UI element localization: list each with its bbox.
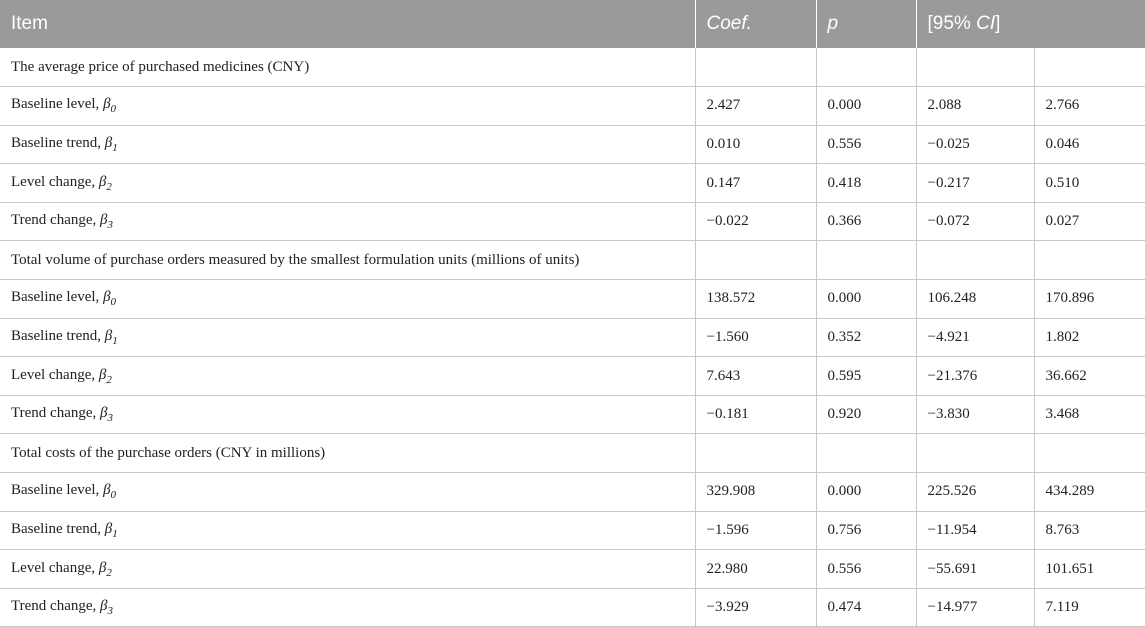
ci-high-cell: 1.802 (1034, 318, 1145, 357)
p-value-cell: 0.920 (816, 395, 916, 434)
ci-high-cell: 2.766 (1034, 87, 1145, 126)
table-row (0, 125, 1145, 164)
section-header-row (0, 48, 1145, 87)
beta-symbol (100, 598, 113, 618)
row-label-text: Baseline level, (11, 482, 104, 499)
beta-symbol (103, 289, 117, 309)
coef-cell: −1.596 (695, 511, 816, 550)
p-value-cell: 0.595 (816, 357, 916, 396)
beta-letter: β (104, 134, 113, 151)
empty-cell (695, 434, 816, 473)
beta-subscript: 0 (110, 103, 117, 116)
empty-cell (1034, 434, 1145, 473)
row-label (0, 357, 695, 396)
p-value-cell: 0.000 (816, 280, 916, 319)
table-row (0, 473, 1145, 512)
ci-high-cell: 170.896 (1034, 280, 1145, 319)
beta-letter: β (98, 366, 107, 383)
beta-letter: β (98, 173, 107, 190)
coef-cell: −3.929 (695, 588, 816, 627)
p-value-cell: 0.418 (816, 164, 916, 203)
beta-symbol (104, 520, 118, 540)
table-body (0, 48, 1145, 627)
ci-low-cell: −0.025 (916, 125, 1034, 164)
beta-symbol (98, 173, 112, 193)
beta-letter: β (104, 520, 113, 537)
p-value-cell: 0.366 (816, 202, 916, 241)
table-row (0, 280, 1145, 319)
p-value-cell: 0.556 (816, 550, 916, 589)
header-ci-suffix: ] (995, 13, 1001, 34)
beta-subscript: 3 (107, 412, 113, 425)
coef-cell: 0.010 (695, 125, 816, 164)
beta-symbol (104, 134, 118, 154)
ci-low-cell: −55.691 (916, 550, 1034, 589)
coef-cell: −0.181 (695, 395, 816, 434)
header-row (0, 0, 1145, 48)
coef-cell: 138.572 (695, 280, 816, 319)
beta-symbol (100, 405, 113, 425)
p-value-cell: 0.352 (816, 318, 916, 357)
beta-symbol (98, 366, 112, 386)
section-title: Total costs of the purchase orders (CNY in millions) (0, 434, 695, 473)
empty-cell (916, 48, 1034, 87)
empty-cell (1034, 48, 1145, 87)
beta-subscript: 2 (106, 180, 112, 193)
beta-subscript: 0 (110, 489, 117, 502)
beta-subscript: 1 (112, 141, 118, 154)
beta-subscript: 3 (107, 605, 113, 618)
beta-letter: β (100, 405, 108, 422)
ci-high-cell: 0.510 (1034, 164, 1145, 203)
row-label-text: Level change, (11, 559, 99, 576)
beta-letter: β (98, 559, 107, 576)
row-label-text: Trend change, (11, 598, 101, 615)
ci-low-cell: −0.072 (916, 202, 1034, 241)
beta-symbol (103, 482, 117, 502)
ci-high-cell: 101.651 (1034, 550, 1145, 589)
row-label (0, 511, 695, 550)
beta-letter: β (100, 212, 108, 229)
p-value-cell: 0.000 (816, 473, 916, 512)
row-label (0, 473, 695, 512)
empty-cell (1034, 241, 1145, 280)
row-label (0, 164, 695, 203)
ci-high-cell: 3.468 (1034, 395, 1145, 434)
beta-symbol (103, 96, 117, 116)
ci-low-cell: −4.921 (916, 318, 1034, 357)
beta-symbol (100, 212, 113, 232)
beta-subscript: 3 (107, 219, 113, 232)
beta-symbol (104, 327, 118, 347)
row-label (0, 202, 695, 241)
row-label-text: Baseline level, (11, 289, 104, 306)
beta-letter: β (103, 482, 111, 499)
ci-high-cell: 7.119 (1034, 588, 1145, 627)
ci-low-cell: −14.977 (916, 588, 1034, 627)
empty-cell (916, 434, 1034, 473)
section-title: Total volume of purchase orders measured by the smallest formulation units (millions of units) (0, 241, 695, 280)
coef-cell: 22.980 (695, 550, 816, 589)
beta-subscript: 0 (110, 296, 117, 309)
p-value-cell: 0.474 (816, 588, 916, 627)
section-title: The average price of purchased medicines (CNY) (0, 48, 695, 87)
row-label (0, 87, 695, 126)
header-p: p (816, 0, 916, 48)
table-row (0, 588, 1145, 627)
ci-high-cell: 434.289 (1034, 473, 1145, 512)
table-row (0, 511, 1145, 550)
beta-symbol (98, 559, 112, 579)
coef-cell: 2.427 (695, 87, 816, 126)
empty-cell (816, 434, 916, 473)
beta-subscript: 2 (106, 373, 112, 386)
row-label (0, 125, 695, 164)
ci-low-cell: −11.954 (916, 511, 1034, 550)
row-label (0, 318, 695, 357)
row-label (0, 395, 695, 434)
beta-subscript: 1 (112, 527, 118, 540)
beta-letter: β (100, 598, 108, 615)
ci-high-cell: 0.027 (1034, 202, 1145, 241)
ci-low-cell: −3.830 (916, 395, 1034, 434)
header-ci (916, 0, 1145, 48)
row-label-text: Baseline trend, (11, 134, 105, 151)
row-label-text: Level change, (11, 366, 99, 383)
coef-cell: −1.560 (695, 318, 816, 357)
ci-high-cell: 36.662 (1034, 357, 1145, 396)
p-value-cell: 0.000 (816, 87, 916, 126)
row-label-text: Trend change, (11, 212, 101, 229)
empty-cell (695, 241, 816, 280)
empty-cell (695, 48, 816, 87)
row-label-text: Baseline level, (11, 96, 104, 113)
row-label-text: Baseline trend, (11, 520, 105, 537)
section-header-row (0, 241, 1145, 280)
header-coef: Coef. (695, 0, 816, 48)
coef-cell: 7.643 (695, 357, 816, 396)
ci-high-cell: 8.763 (1034, 511, 1145, 550)
beta-letter: β (104, 327, 113, 344)
header-ci-prefix: [95% (927, 13, 977, 34)
table-row (0, 318, 1145, 357)
row-label (0, 588, 695, 627)
empty-cell (816, 48, 916, 87)
empty-cell (816, 241, 916, 280)
table-row (0, 357, 1145, 396)
ci-high-cell: 0.046 (1034, 125, 1145, 164)
row-label-text: Level change, (11, 173, 99, 190)
beta-letter: β (103, 289, 111, 306)
coef-cell: 329.908 (695, 473, 816, 512)
table-row (0, 550, 1145, 589)
row-label (0, 550, 695, 589)
row-label (0, 280, 695, 319)
header-ci-italic: CI (976, 13, 996, 34)
header-item: Item (0, 0, 695, 48)
ci-low-cell: −0.217 (916, 164, 1034, 203)
beta-letter: β (103, 96, 111, 113)
empty-cell (916, 241, 1034, 280)
ci-low-cell: −21.376 (916, 357, 1034, 396)
row-label-text: Trend change, (11, 405, 101, 422)
coef-cell: −0.022 (695, 202, 816, 241)
table-row (0, 202, 1145, 241)
table-row (0, 164, 1145, 203)
ci-low-cell: 106.248 (916, 280, 1034, 319)
ci-low-cell: 2.088 (916, 87, 1034, 126)
beta-subscript: 1 (112, 334, 118, 347)
beta-subscript: 2 (106, 566, 112, 579)
coef-cell: 0.147 (695, 164, 816, 203)
table-row (0, 395, 1145, 434)
p-value-cell: 0.556 (816, 125, 916, 164)
section-header-row (0, 434, 1145, 473)
table-row (0, 87, 1145, 126)
ci-low-cell: 225.526 (916, 473, 1034, 512)
p-value-cell: 0.756 (816, 511, 916, 550)
row-label-text: Baseline trend, (11, 327, 105, 344)
